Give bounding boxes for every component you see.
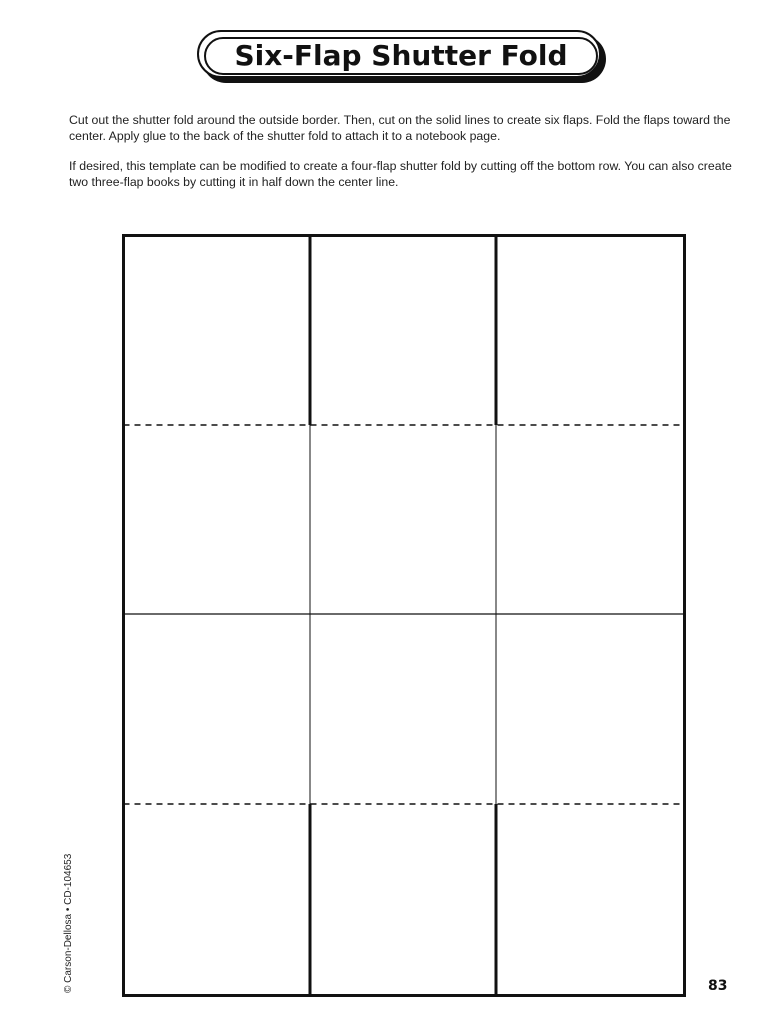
title-banner-outer xyxy=(197,30,601,78)
copyright-notice: © Carson-Dellosa • CD-104653 xyxy=(63,853,74,993)
outer-cut-border xyxy=(124,236,685,996)
shutter-fold-template-drawing xyxy=(122,234,686,997)
instructions xyxy=(69,112,737,204)
page-number: 83 xyxy=(708,978,728,994)
shutter-fold-template xyxy=(122,234,686,997)
title-banner xyxy=(197,30,607,84)
instruction-paragraph-2: If desired, this template can be modified to create a four-flap shutter fold by cutting off the bottom row. You can also create two three-flap books by cutting it in half down the center line. xyxy=(69,159,732,189)
instruction-paragraph-1: Cut out the shutter fold around the outside border. Then, cut on the solid lines to create six flaps. Fold the flaps toward the center. Apply glue to the back of the shutter fold to attach it to a notebook page. xyxy=(69,113,731,143)
page-title: Six-Flap Shutter Fold xyxy=(234,39,568,72)
